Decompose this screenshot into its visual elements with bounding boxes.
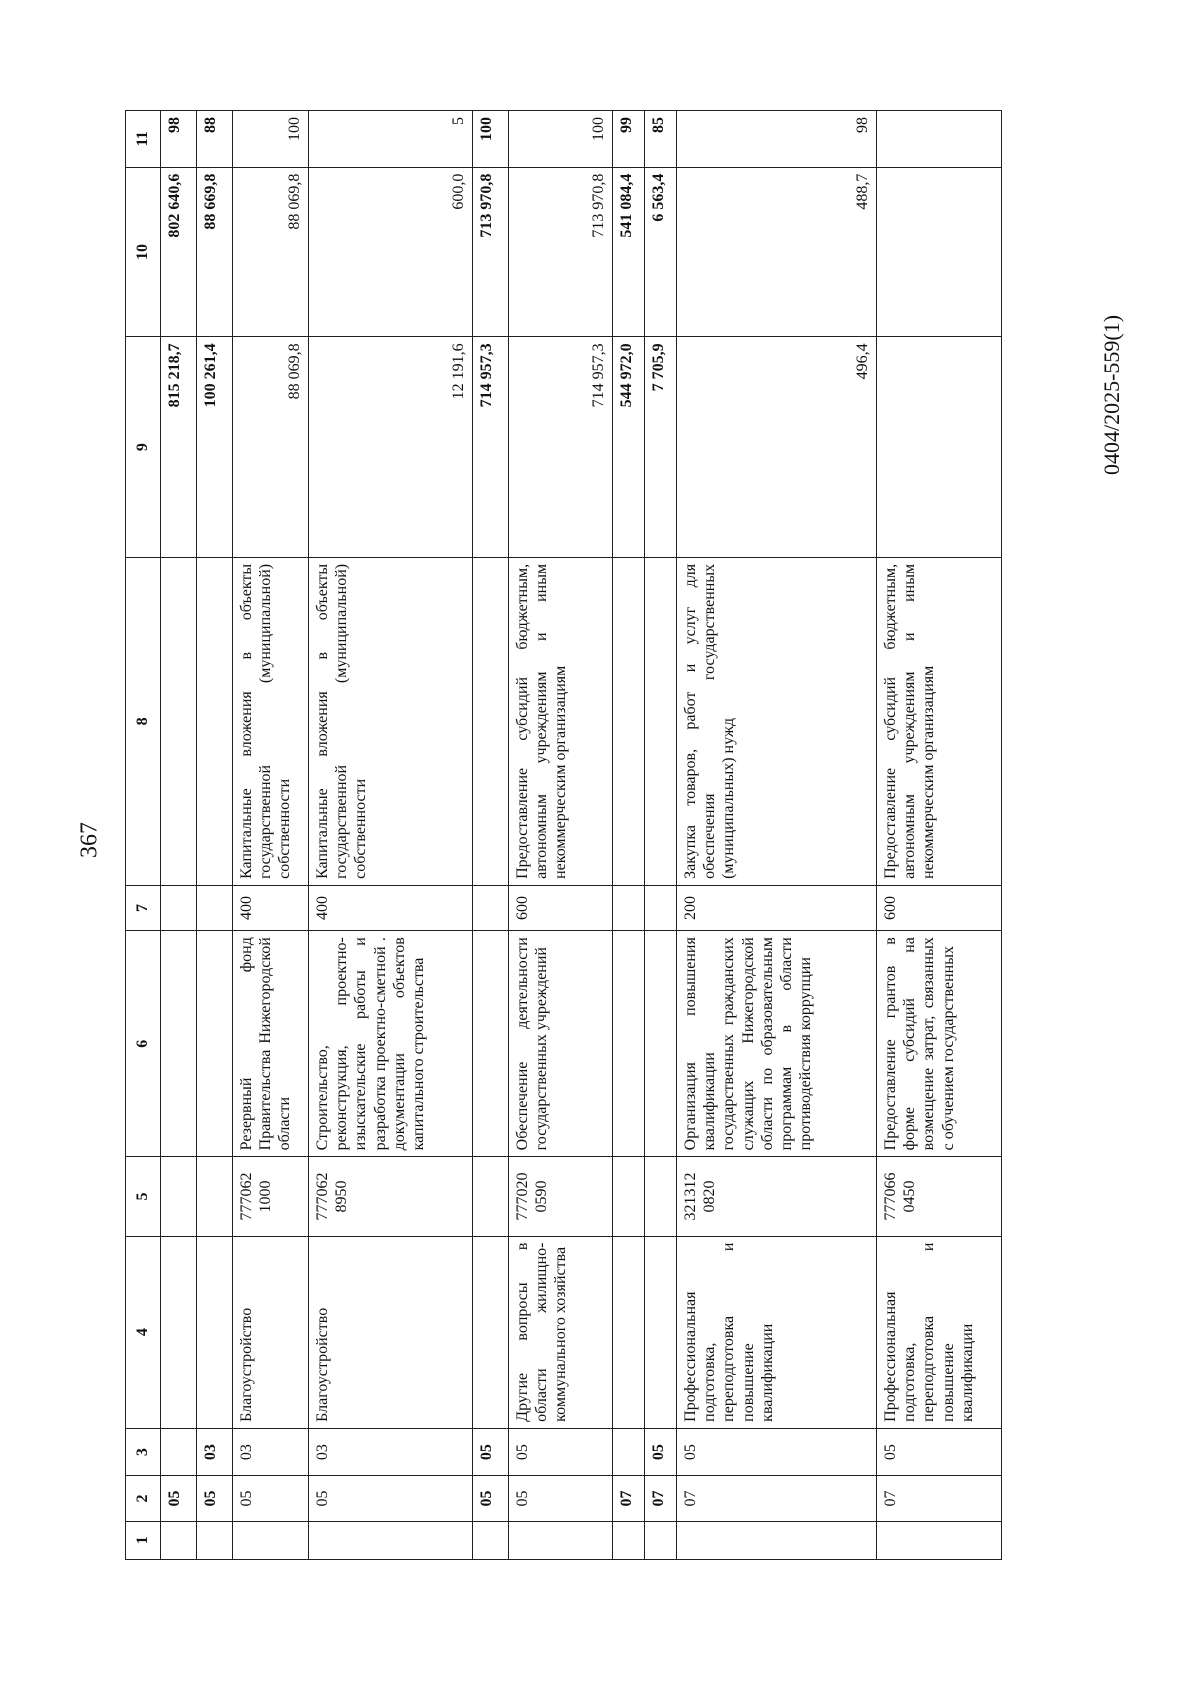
table-cell bbox=[645, 1236, 677, 1428]
table-cell bbox=[877, 337, 1002, 558]
table-cell: 05 bbox=[197, 1476, 233, 1521]
table-cell bbox=[197, 1157, 233, 1236]
table-cell bbox=[613, 1428, 645, 1476]
table-cell: 05 bbox=[473, 1428, 509, 1476]
table-cell bbox=[877, 111, 1002, 168]
column-header: 2 bbox=[126, 1476, 161, 1521]
table-cell bbox=[645, 931, 677, 1157]
table-row bbox=[161, 111, 197, 1560]
table-cell: 488,7 bbox=[677, 167, 877, 337]
table-cell: 07 bbox=[877, 1476, 1002, 1521]
table-cell: 05 bbox=[233, 1476, 309, 1521]
table-cell bbox=[197, 557, 233, 885]
table-cell bbox=[613, 1157, 645, 1236]
table-cell: 600 bbox=[877, 885, 1002, 930]
column-header: 5 bbox=[126, 1157, 161, 1236]
table-cell bbox=[161, 557, 197, 885]
table-cell bbox=[473, 1157, 509, 1236]
budget-table-container bbox=[125, 110, 995, 1560]
budget-table bbox=[125, 110, 1002, 1560]
column-header: 7 bbox=[126, 885, 161, 930]
table-cell: 03 bbox=[309, 1428, 473, 1476]
table-cell: 7 705,9 bbox=[645, 337, 677, 558]
table-cell bbox=[309, 1521, 473, 1559]
table-cell bbox=[473, 1521, 509, 1559]
table-cell: 100 261,4 bbox=[197, 337, 233, 558]
table-cell bbox=[197, 931, 233, 1157]
table-cell bbox=[645, 885, 677, 930]
table-row bbox=[233, 111, 309, 1560]
table-cell bbox=[877, 1521, 1002, 1559]
table-cell: 802 640,6 bbox=[161, 167, 197, 337]
table-cell: 05 bbox=[309, 1476, 473, 1521]
table-cell bbox=[473, 931, 509, 1157]
column-header: 9 bbox=[126, 337, 161, 558]
table-cell: Благоустройство bbox=[233, 1236, 309, 1428]
table-cell: Профессиональная подготовка, переподготовка и повышение квалификации bbox=[877, 1236, 1002, 1428]
table-cell: 400 bbox=[309, 885, 473, 930]
table-row bbox=[613, 111, 645, 1560]
table-cell: 777066 0450 bbox=[877, 1157, 1002, 1236]
table-cell: 100 bbox=[233, 111, 309, 168]
table-cell bbox=[877, 167, 1002, 337]
table-cell bbox=[161, 1521, 197, 1559]
table-cell: 07 bbox=[677, 1476, 877, 1521]
table-cell: 07 bbox=[645, 1476, 677, 1521]
table-cell bbox=[161, 885, 197, 930]
table-cell: 03 bbox=[233, 1428, 309, 1476]
column-header: 4 bbox=[126, 1236, 161, 1428]
table-cell: 88 bbox=[197, 111, 233, 168]
column-header: 11 bbox=[126, 111, 161, 168]
table-cell: 100 bbox=[473, 111, 509, 168]
table-cell bbox=[473, 885, 509, 930]
table-cell: 98 bbox=[677, 111, 877, 168]
table-cell bbox=[161, 931, 197, 1157]
column-header: 8 bbox=[126, 557, 161, 885]
table-cell: 600 bbox=[509, 885, 613, 930]
table-cell: Предоставление субсидий бюджетным, автономным учреждениям и иным некоммерческим организациям bbox=[877, 557, 1002, 885]
table-cell: 713 970,8 bbox=[473, 167, 509, 337]
table-cell: 400 bbox=[233, 885, 309, 930]
table-cell bbox=[613, 885, 645, 930]
table-cell: Предоставление грантов в форме субсидий на возмещение затрат, связанных с обучением государственных bbox=[877, 931, 1002, 1157]
table-cell bbox=[613, 931, 645, 1157]
table-cell: 05 bbox=[509, 1428, 613, 1476]
table-cell: 6 563,4 bbox=[645, 167, 677, 337]
table-row bbox=[645, 111, 677, 1560]
table-cell: 541 084,4 bbox=[613, 167, 645, 337]
table-cell: 88 669,8 bbox=[197, 167, 233, 337]
table-cell: 98 bbox=[161, 111, 197, 168]
table-cell: 99 bbox=[613, 111, 645, 168]
table-row bbox=[197, 111, 233, 1560]
table-cell: Профессиональная подготовка, переподготовка и повышение квалификации bbox=[677, 1236, 877, 1428]
table-cell bbox=[197, 1521, 233, 1559]
table-cell bbox=[161, 1428, 197, 1476]
table-cell bbox=[645, 1157, 677, 1236]
table-cell bbox=[197, 885, 233, 930]
table-cell: 777062 8950 bbox=[309, 1157, 473, 1236]
table-cell bbox=[645, 1521, 677, 1559]
table-cell: 713 970,8 bbox=[509, 167, 613, 337]
table-row bbox=[509, 111, 613, 1560]
table-cell: 05 bbox=[645, 1428, 677, 1476]
table-cell: 12 191,6 bbox=[309, 337, 473, 558]
table-cell bbox=[233, 1521, 309, 1559]
table-row bbox=[877, 111, 1002, 1560]
document-code: 0404/2025-559(1) bbox=[1099, 314, 1124, 476]
table-cell: 600,0 bbox=[309, 167, 473, 337]
table-cell: 777020 0590 bbox=[509, 1157, 613, 1236]
table-cell bbox=[613, 1521, 645, 1559]
table-cell: 05 bbox=[473, 1476, 509, 1521]
table-cell: Капитальные вложения в объекты государственной (муниципальной) собственности bbox=[233, 557, 309, 885]
table-cell: 05 bbox=[509, 1476, 613, 1521]
table-cell: 815 218,7 bbox=[161, 337, 197, 558]
column-header: 10 bbox=[126, 167, 161, 337]
table-cell: 03 bbox=[197, 1428, 233, 1476]
table-row bbox=[473, 111, 509, 1560]
column-header: 3 bbox=[126, 1428, 161, 1476]
table-cell: 05 bbox=[161, 1476, 197, 1521]
table-cell: 100 bbox=[509, 111, 613, 168]
table-cell: 321312 0820 bbox=[677, 1157, 877, 1236]
page-number: 367 bbox=[76, 822, 103, 858]
table-cell bbox=[509, 1521, 613, 1559]
table-cell: 714 957,3 bbox=[473, 337, 509, 558]
table-cell: Строительство, реконструкция, проектно-изыскательские работы и разработка проектно-сметной . документации объектов капитального строительства bbox=[309, 931, 473, 1157]
table-cell: 05 bbox=[877, 1428, 1002, 1476]
table-cell bbox=[677, 1521, 877, 1559]
table-cell: 496,4 bbox=[677, 337, 877, 558]
column-header: 1 bbox=[126, 1521, 161, 1559]
table-cell bbox=[613, 557, 645, 885]
table-cell: Закупка товаров, работ и услуг для обеспечения государственных (муниципальных) нужд bbox=[677, 557, 877, 885]
table-cell bbox=[197, 1236, 233, 1428]
table-cell: 85 bbox=[645, 111, 677, 168]
table-cell: 88 069,8 bbox=[233, 167, 309, 337]
table-row bbox=[309, 111, 473, 1560]
table-cell: 5 bbox=[309, 111, 473, 168]
table-cell bbox=[161, 1236, 197, 1428]
table-cell: Благоустройство bbox=[309, 1236, 473, 1428]
table-cell: Обеспечение деятельности государственных учреждений bbox=[509, 931, 613, 1157]
table-cell: 88 069,8 bbox=[233, 337, 309, 558]
table-cell: 714 957,3 bbox=[509, 337, 613, 558]
table-cell: Организация повышения квалификации государственных гражданских служащих Нижегородской области по образовательным программам в области противодействия коррупции bbox=[677, 931, 877, 1157]
table-cell bbox=[613, 1236, 645, 1428]
table-cell: 05 bbox=[677, 1428, 877, 1476]
table-row bbox=[677, 111, 877, 1560]
table-cell: Предоставление субсидий бюджетным, автономным учреждениям и иным некоммерческим организациям bbox=[509, 557, 613, 885]
table-cell: Капитальные вложения в объекты государственной (муниципальной) собственности bbox=[309, 557, 473, 885]
table-cell: Резервный фонд Правительства Нижегородской области bbox=[233, 931, 309, 1157]
table-cell bbox=[473, 557, 509, 885]
column-header-row bbox=[126, 111, 161, 1560]
table-cell: 07 bbox=[613, 1476, 645, 1521]
table-cell bbox=[645, 557, 677, 885]
table-cell: 544 972,0 bbox=[613, 337, 645, 558]
table-cell: 200 bbox=[677, 885, 877, 930]
table-cell: 777062 1000 bbox=[233, 1157, 309, 1236]
table-cell bbox=[473, 1236, 509, 1428]
table-cell: Другие вопросы в области жилищно-коммунального хозяйства bbox=[509, 1236, 613, 1428]
table-cell bbox=[161, 1157, 197, 1236]
column-header: 6 bbox=[126, 931, 161, 1157]
